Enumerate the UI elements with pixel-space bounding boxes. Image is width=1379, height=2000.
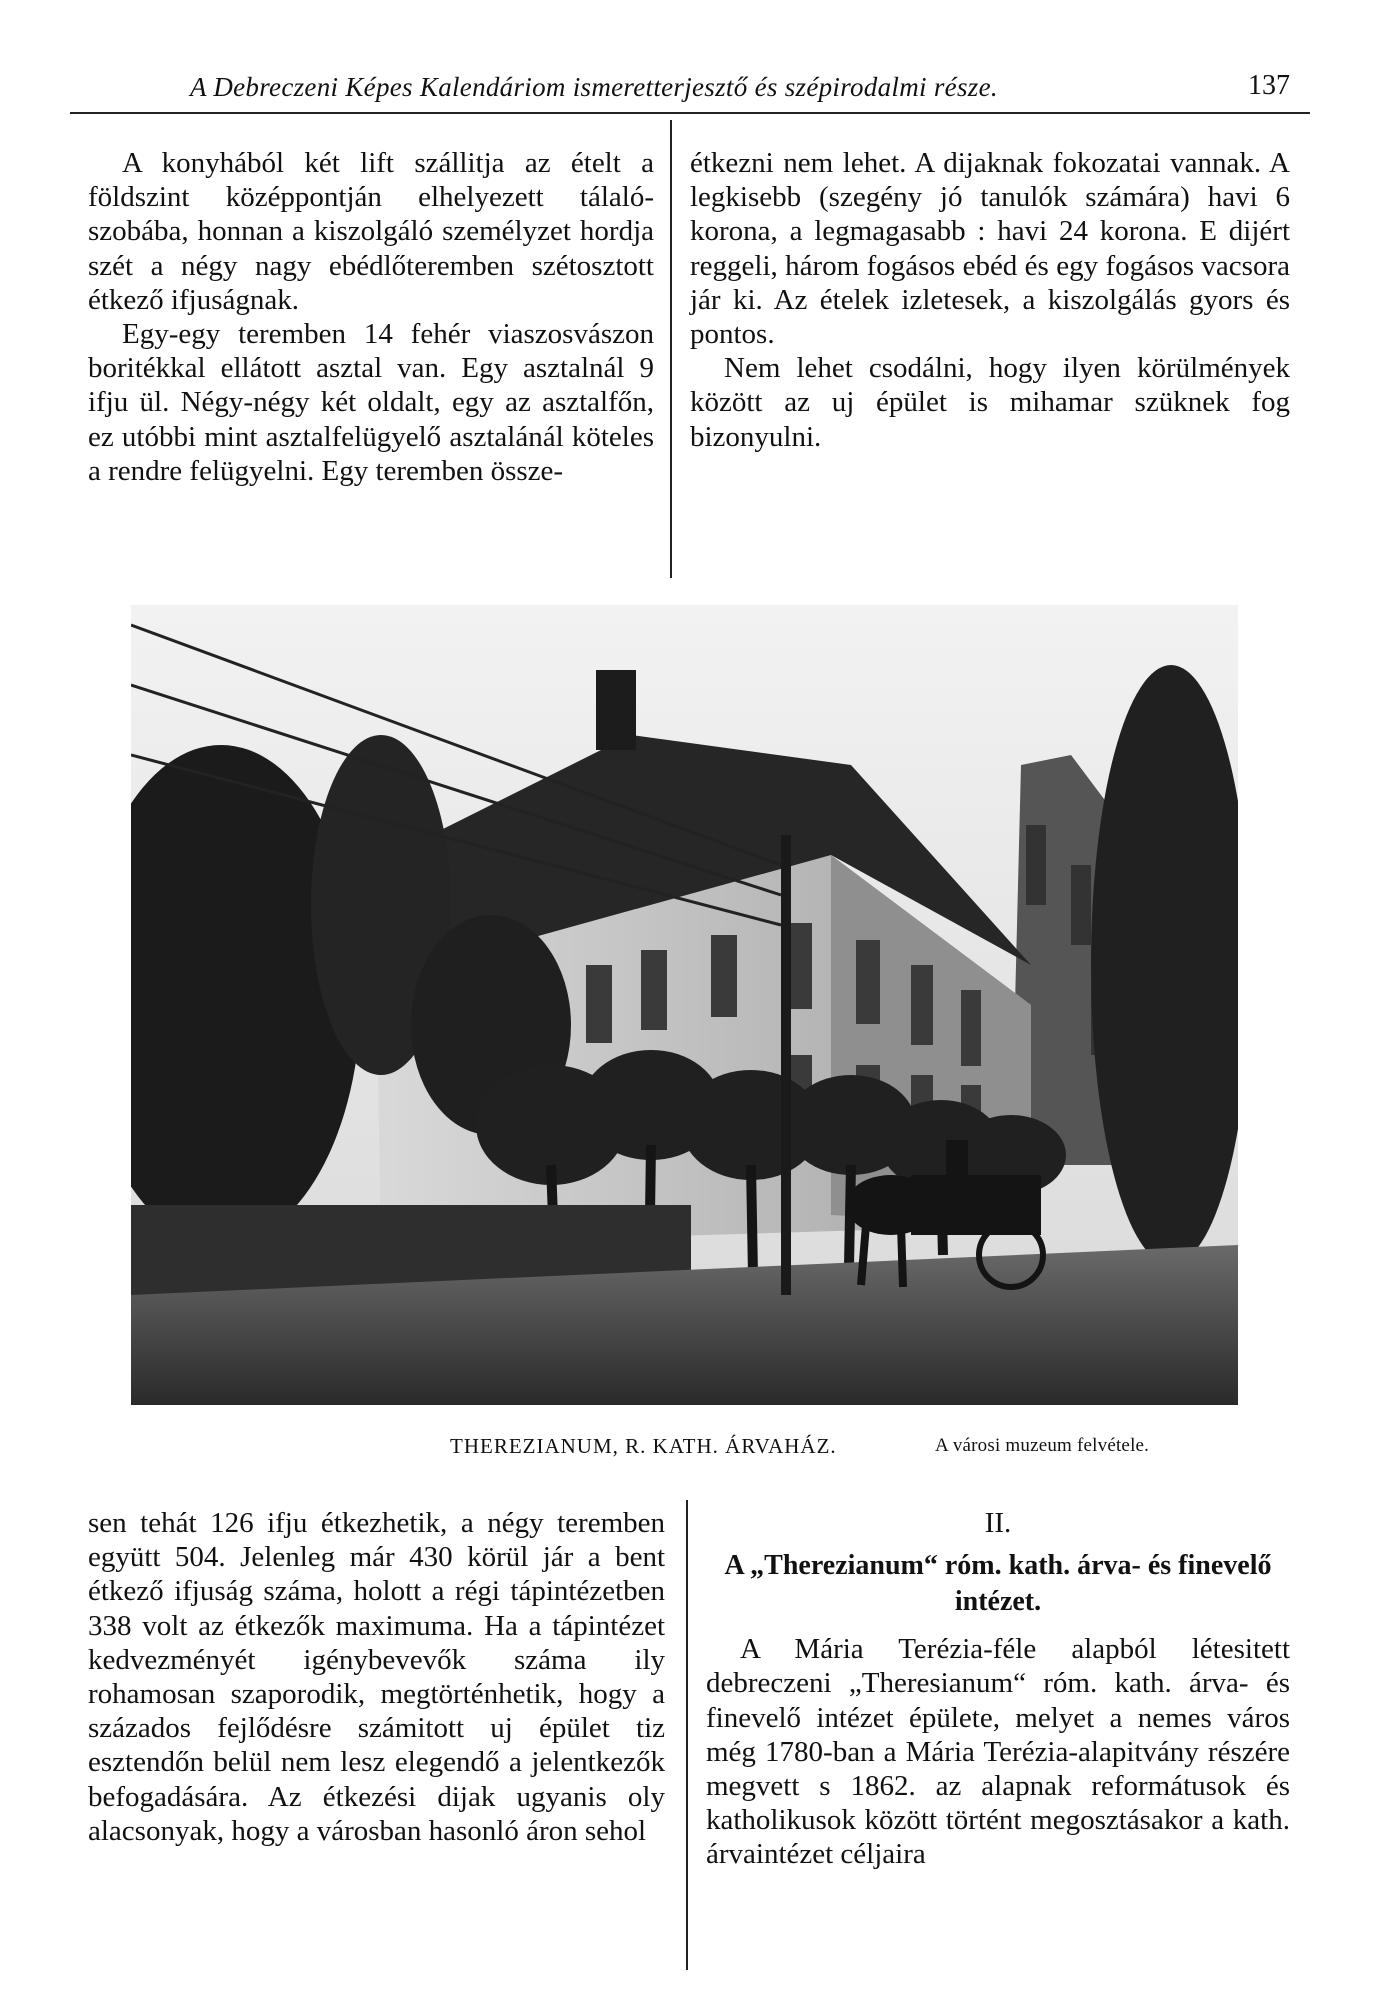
paragraph: Egy-egy teremben 14 fehér viaszosvászon boritékkal ellátott asztal van. Egy asztalnál 9 ifju ül. Négy-négy két oldalt, egy az asztalfőn, ez utóbbi mint asztalfelügyelő asztalánál köteles a rendre felügyelni. Egy teremben össze- xyxy=(88,318,654,487)
column-divider xyxy=(686,1500,688,1970)
caption-text: THEREZIANUM, R. KATH. ÁRVAHÁZ. xyxy=(450,1434,837,1458)
column-divider xyxy=(670,120,672,578)
paragraph: Nem lehet csodálni, hogy ilyen körülmények között az uj épület is mihamar szüknek fog bizonyulni. xyxy=(690,352,1290,453)
building-photograph xyxy=(131,605,1238,1405)
paragraph: étkezni nem lehet. A dijaknak fokozatai vannak. A legkisebb (szegény jó tanulók számára) havi 6 korona, a legmagasabb : havi 24 korona. E dijért reggeli, három fogásos ebéd és egy fogásos vacsora jár ki. Az ételek izletesek, a kiszolgálás gyors és pontos. xyxy=(690,147,1290,351)
section-number: II. xyxy=(984,1507,1012,1539)
bottom-right-column xyxy=(706,1506,1290,1872)
running-header xyxy=(70,72,1310,114)
header-title: A Debreczeni Képes Kalendáriom ismeretterjesztő és szépirodalmi része. xyxy=(190,72,998,102)
bottom-left-column xyxy=(88,1506,665,1848)
page-number: 137 xyxy=(1248,70,1290,101)
top-right-column xyxy=(690,146,1290,454)
paragraph: A konyhából két lift szállitja az ételt a földszint középpontján elhelyezett tálaló-szobába, honnan a kiszolgáló személyzet hordja szét a négy nagy ebédlőteremben szétosztott étkező ifjuságnak. xyxy=(88,147,654,316)
top-left-column xyxy=(88,146,654,488)
paragraph: sen tehát 126 ifju étkezhetik, a négy teremben együtt 504. Jelenleg már 430 körül jár a bent étkező ifjuság száma, holott a régi tápintézetben 338 volt az étkezők maximuma. Ha a tápintézet kedvezményét igénybevevők száma ily rohamosan szaporodik, megtörténhetik, hogy a százados fejlődésre számitott uj épület tiz esztendőn belül nem lesz elegendő a jelentkezők befogadására. Az étkezési dijak ugyanis oly alacsonyak, hogy a városban hasonló áron sehol xyxy=(88,1507,665,1847)
section-title: A „Therezianum“ róm. kath. árva- és finevelő intézet. xyxy=(724,1550,1272,1618)
paragraph: A Mária Terézia-féle alapból létesitett debreczeni „Theresianum“ róm. kath. árva- és finevelő intézet épülete, melyet a nemes város még 1780-ban a Mária Terézia-alapitvány részére megvett s 1862. az alapnak reformátusok és katholikusok között történt megosztásakor a kath. árvaintézet céljaira xyxy=(706,1633,1290,1871)
photo-credit: A városi muzeum felvétele. xyxy=(935,1435,1150,1456)
